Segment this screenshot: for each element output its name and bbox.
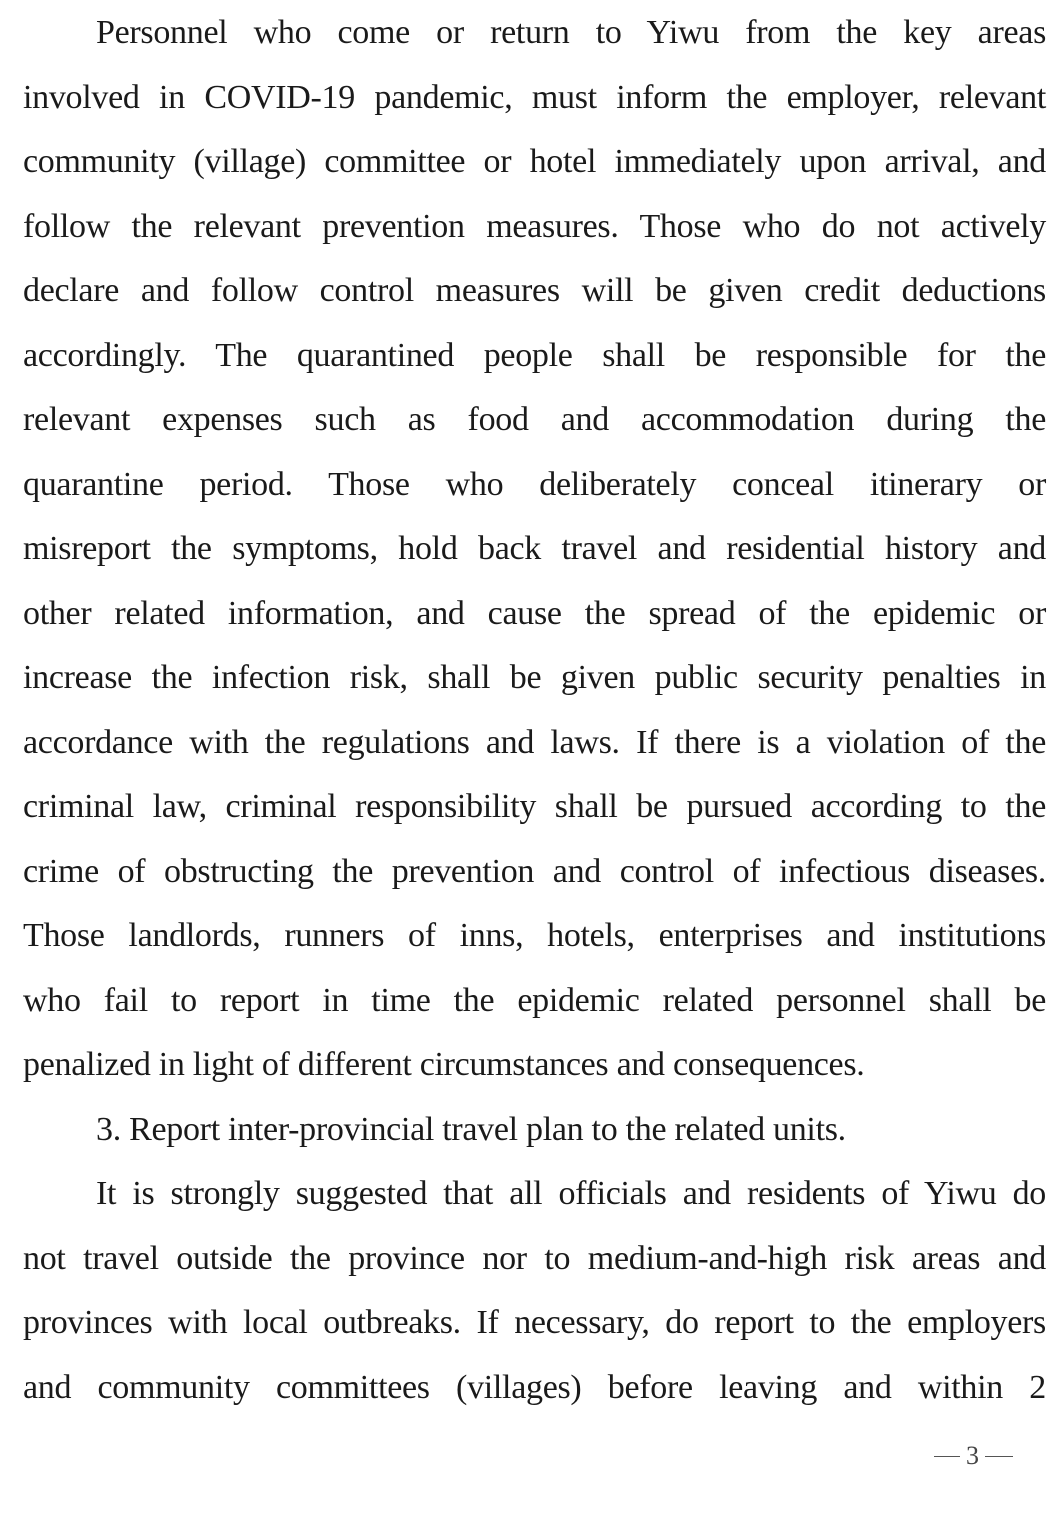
text-line xyxy=(23,651,1046,716)
body-text xyxy=(23,6,1046,1425)
text-line-content: relevant expenses such as food and accommodation during the xyxy=(23,401,1046,438)
text-line-content: and community committees (villages) before leaving and within 2 xyxy=(23,1368,1046,1406)
text-line-content: who fail to report in time the epidemic related personnel shall be xyxy=(23,981,1046,1019)
text-line-content: misreport the symptoms, hold back travel and residential history and xyxy=(23,530,1046,567)
text-line-content: Personnel who come or return to Yiwu from the key areas xyxy=(96,14,1046,51)
text-line-content: not travel outside the province nor to medium-and-high risk areas and xyxy=(23,1239,1046,1277)
text-line xyxy=(23,522,1046,587)
text-line-content: quarantine period. Those who deliberately conceal itinerary or xyxy=(23,465,1046,503)
text-line xyxy=(23,909,1046,974)
text-line xyxy=(23,1296,1046,1361)
text-line xyxy=(23,264,1046,329)
text-line xyxy=(23,71,1046,136)
text-line-content: criminal law, criminal responsibility shall be pursued according to the xyxy=(23,788,1046,825)
text-line xyxy=(23,845,1046,910)
page-number: 3 xyxy=(966,1441,979,1470)
text-line xyxy=(23,393,1046,458)
text-line xyxy=(23,200,1046,265)
text-line xyxy=(23,974,1046,1039)
page-footer xyxy=(934,1436,1044,1476)
text-line-content: community (village) committee or hotel immediately upon arrival, and xyxy=(23,143,1046,180)
text-line-content: accordingly. The quarantined people shall be responsible for the xyxy=(23,336,1046,374)
text-line-content: provinces with local outbreaks. If necessary, do report to the employers xyxy=(23,1304,1046,1341)
text-line-content: follow the relevant prevention measures. Those who do not actively xyxy=(23,207,1046,245)
text-line xyxy=(23,135,1046,200)
text-line xyxy=(23,1361,1046,1426)
text-line xyxy=(23,1232,1046,1297)
text-line xyxy=(23,1103,1046,1168)
text-line-content: other related information, and cause the spread of the epidemic or xyxy=(23,594,1046,632)
text-line-content: It is strongly suggested that all officials and residents of Yiwu do xyxy=(96,1175,1046,1212)
text-line xyxy=(23,6,1046,71)
text-line-content: Those landlords, runners of inns, hotels, enterprises and institutions xyxy=(23,917,1046,954)
text-line xyxy=(23,329,1046,394)
text-line-content: 3. Report inter-provincial travel plan to the related units. xyxy=(96,1110,846,1148)
text-line-content: involved in COVID-19 pandemic, must inform the employer, relevant xyxy=(23,78,1046,116)
text-line xyxy=(23,1038,1046,1103)
page-number-dash-right xyxy=(985,1456,1013,1457)
text-line xyxy=(23,587,1046,652)
text-line xyxy=(23,458,1046,523)
text-line-content: penalized in light of different circumstances and consequences. xyxy=(23,1046,865,1083)
text-line-content: crime of obstructing the prevention and control of infectious diseases. xyxy=(23,852,1046,890)
text-line xyxy=(23,780,1046,845)
text-line-content: declare and follow control measures will be given credit deductions xyxy=(23,272,1046,309)
text-line-content: increase the infection risk, shall be given public security penalties in xyxy=(23,659,1046,696)
text-line xyxy=(23,716,1046,781)
text-line-content: accordance with the regulations and laws. If there is a violation of the xyxy=(23,723,1046,761)
text-line xyxy=(23,1167,1046,1232)
page-number-dash-left xyxy=(934,1456,960,1457)
